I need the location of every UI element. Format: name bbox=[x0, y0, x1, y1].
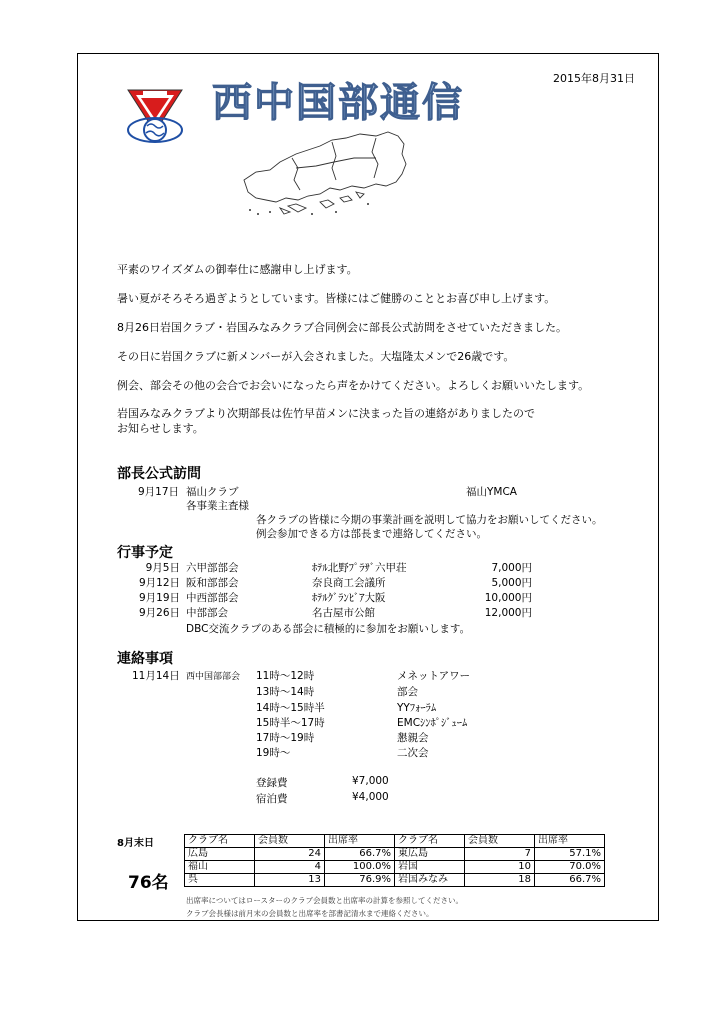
event-fee: 5,000円 bbox=[491, 577, 532, 589]
schedule-time: 13時～14時 bbox=[256, 686, 315, 698]
intro-line: 暑い夏がそろそろ過ぎようとしています。皆様にはご健勝のこととお喜び申し上げます。 bbox=[117, 292, 556, 305]
club-name: 東広島 bbox=[395, 848, 465, 861]
club-name: 福山 bbox=[185, 861, 255, 874]
member-count: 13 bbox=[255, 874, 325, 887]
event-date: 9月19日 bbox=[138, 592, 180, 604]
event-date: 9月5日 bbox=[145, 562, 180, 574]
fee-label: 宿泊費 bbox=[256, 793, 288, 805]
table-row bbox=[185, 861, 605, 874]
attendance-note: 出席率についてはロースターのクラブ会員数と出席率の計算を参照してください。 bbox=[186, 896, 463, 905]
attendance-note: クラブ会長様は前月末の会員数と出席率を部書記清水まで連絡ください。 bbox=[186, 909, 434, 918]
fee-label: 登録費 bbox=[256, 777, 288, 789]
event-name: 中部部会 bbox=[186, 607, 228, 619]
attendance-rate: 66.7% bbox=[535, 874, 605, 887]
visit-attendee: 各事業主査様 bbox=[186, 500, 249, 512]
intro-line: 岩国みなみクラブより次期部長は佐竹早苗メンに決まった旨の連絡がありましたので bbox=[117, 407, 535, 420]
schedule-item: 部会 bbox=[397, 686, 418, 698]
column-header: 会員数 bbox=[255, 835, 325, 848]
event-fee: 7,000円 bbox=[491, 562, 532, 574]
club-name: 岩国 bbox=[395, 861, 465, 874]
event-date: 9月26日 bbox=[138, 607, 180, 619]
event-fee: 10,000円 bbox=[484, 592, 532, 604]
member-count: 18 bbox=[465, 874, 535, 887]
visit-line: 各クラブの皆様に今期の事業計画を説明して協力をお願いしてください。 bbox=[256, 514, 603, 526]
event-name: 中西部部会 bbox=[186, 592, 239, 604]
member-count: 7 bbox=[465, 848, 535, 861]
intro-line: 例会、部会その他の会合でお会いになったら声をかけてください。よろしくお願いいたします。 bbox=[117, 379, 590, 392]
visit-club: 福山クラブ bbox=[186, 486, 239, 498]
attendance-month-label: 8月末日 bbox=[117, 838, 154, 849]
schedule-time: 11時～12時 bbox=[256, 670, 315, 682]
event-venue: 名古屋市公館 bbox=[312, 607, 375, 619]
schedule-time: 14時～15時半 bbox=[256, 702, 325, 714]
schedule-item: EMCｼﾝﾎﾟｼﾞｭｰﾑ bbox=[397, 717, 468, 729]
event-name: 六甲部部会 bbox=[186, 562, 239, 574]
schedule-time: 17時～19時 bbox=[256, 732, 315, 744]
table-header-row bbox=[185, 835, 605, 848]
fee-amount: ¥4,000 bbox=[352, 791, 389, 803]
table-row bbox=[185, 874, 605, 887]
svg-text:西中国部通信: 西中国部通信 bbox=[212, 80, 464, 126]
ymca-y-logo-icon bbox=[124, 86, 186, 148]
events-heading: 行事予定 bbox=[117, 545, 173, 561]
member-count: 10 bbox=[465, 861, 535, 874]
schedule-item: YYﾌｫｰﾗﾑ bbox=[397, 702, 437, 714]
intro-line: その日に岩国クラブに新メンバーが入会されました。大塩隆太メンで26歳です。 bbox=[117, 350, 515, 363]
visit-heading: 部長公式訪問 bbox=[117, 466, 201, 482]
table-row bbox=[185, 848, 605, 861]
column-header: クラブ名 bbox=[395, 835, 465, 848]
attendance-rate: 57.1% bbox=[535, 848, 605, 861]
club-name: 広島 bbox=[185, 848, 255, 861]
issue-date: 2015年8月31日 bbox=[553, 72, 635, 85]
attendance-table bbox=[184, 834, 605, 887]
attendance-rate: 76.9% bbox=[325, 874, 395, 887]
contact-heading: 連絡事項 bbox=[117, 651, 173, 667]
visit-line: 例会参加できる方は部長まで連絡してください。 bbox=[256, 528, 487, 540]
column-header: クラブ名 bbox=[185, 835, 255, 848]
schedule-item: 二次会 bbox=[397, 747, 429, 759]
member-count: 4 bbox=[255, 861, 325, 874]
fee-amount: ¥7,000 bbox=[352, 775, 389, 787]
western-japan-map-icon bbox=[236, 128, 414, 220]
total-members: 76名 bbox=[128, 873, 169, 893]
member-count: 24 bbox=[255, 848, 325, 861]
column-header: 出席率 bbox=[535, 835, 605, 848]
visit-date: 9月17日 bbox=[138, 486, 180, 498]
schedule-item: 懇親会 bbox=[397, 732, 429, 744]
events-note: DBC交流クラブのある部会に積極的に参加をお願いします。 bbox=[186, 623, 471, 635]
schedule-time: 19時～ bbox=[256, 747, 291, 759]
event-venue: ﾎﾃﾙｸﾞﾗﾝﾋﾞｱ大阪 bbox=[312, 592, 386, 604]
intro-line: 平素のワイズダムの御奉仕に感謝申し上げます。 bbox=[117, 263, 358, 276]
event-fee: 12,000円 bbox=[484, 607, 532, 619]
club-name: 岩国みなみ bbox=[395, 874, 465, 887]
event-venue: ﾎﾃﾙ北野ﾌﾟﾗｻﾞ六甲荘 bbox=[312, 562, 407, 574]
column-header: 出席率 bbox=[325, 835, 395, 848]
attendance-rate: 70.0% bbox=[535, 861, 605, 874]
club-name: 呉 bbox=[185, 874, 255, 887]
attendance-rate: 66.7% bbox=[325, 848, 395, 861]
column-header: 会員数 bbox=[465, 835, 535, 848]
newsletter-title bbox=[208, 76, 468, 128]
contact-event: 西中国部部会 bbox=[186, 672, 241, 682]
schedule-item: メネットアワー bbox=[397, 670, 471, 682]
event-date: 9月12日 bbox=[138, 577, 180, 589]
intro-line: お知らせします。 bbox=[117, 422, 204, 435]
visit-place: 福山YMCA bbox=[466, 486, 517, 498]
schedule-time: 15時半～17時 bbox=[256, 717, 325, 729]
event-venue: 奈良商工会議所 bbox=[312, 577, 386, 589]
event-name: 阪和部部会 bbox=[186, 577, 239, 589]
contact-date: 11月14日 bbox=[132, 670, 180, 682]
intro-line: 8月26日岩国クラブ・岩国みなみクラブ合同例会に部長公式訪問をさせていただきました。 bbox=[117, 321, 567, 334]
attendance-rate: 100.0% bbox=[325, 861, 395, 874]
